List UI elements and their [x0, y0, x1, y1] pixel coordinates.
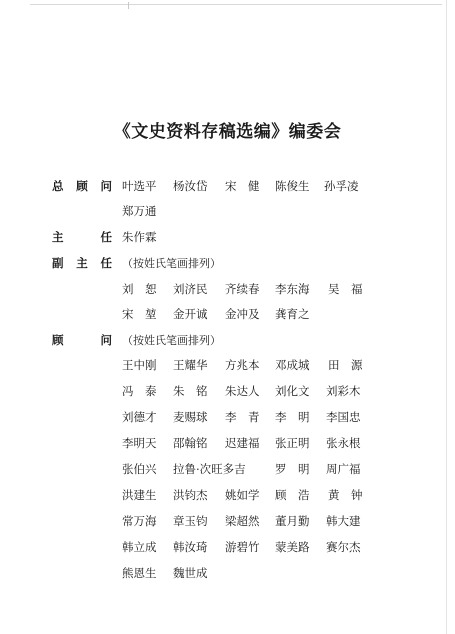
- person-name: 赛尔杰: [326, 540, 361, 554]
- label-char: 顾: [52, 333, 64, 347]
- person-name: 朱 铭: [173, 384, 208, 398]
- person-name: 方兆本: [225, 358, 260, 372]
- person-name: 罗 明: [275, 462, 310, 476]
- person-name: 陈俊生: [275, 179, 310, 193]
- label-advisors: [52, 332, 112, 348]
- person-name: 顾 浩: [275, 488, 310, 502]
- person-name: 宋 堃: [122, 307, 157, 321]
- person-name: 王耀华: [173, 358, 208, 372]
- person-name: 姚如学: [225, 488, 260, 502]
- person-name: 吴 福: [328, 282, 363, 296]
- person-name: 龚育之: [275, 307, 310, 321]
- label-char: 顾: [76, 179, 88, 193]
- person-name: 章玉钧: [173, 514, 208, 528]
- person-name: 叶选平: [122, 179, 157, 193]
- person-name: 黄 钟: [328, 488, 363, 502]
- person-name: 金开诚: [173, 307, 208, 321]
- person-name: 李东海: [275, 282, 310, 296]
- label-vice-chairman: [52, 255, 112, 271]
- person-name: 董月勤: [275, 514, 310, 528]
- scan-edge-top: [30, 4, 442, 5]
- person-name: 韩大建: [326, 514, 361, 528]
- person-name: 刘德才: [122, 410, 157, 424]
- person-name: 李国忠: [326, 410, 361, 424]
- person-name: 常万海: [122, 514, 157, 528]
- person-name: 洪钧杰: [173, 488, 208, 502]
- label-char: 任: [100, 230, 112, 244]
- person-name: 麦赐球: [173, 410, 208, 424]
- person-name: 齐续春: [225, 282, 260, 296]
- person-name: 李明天: [122, 436, 157, 450]
- scan-edge-right: [446, 0, 447, 634]
- person-name: 洪建生: [122, 488, 157, 502]
- person-name: 朱达人: [225, 384, 260, 398]
- person-name: 游碧竹: [225, 540, 260, 554]
- ordering-note: （按姓氏笔画排列）: [122, 257, 221, 270]
- person-name: 张永根: [326, 436, 361, 450]
- label-char: 总: [52, 179, 64, 193]
- person-name: 熊恩生: [122, 566, 157, 580]
- person-name: 韩汝琦: [173, 540, 208, 554]
- label-char: 问: [100, 333, 112, 347]
- person-name: 李 明: [275, 410, 310, 424]
- person-name: 张伯兴: [122, 462, 157, 476]
- person-name: 蒙美路: [275, 540, 310, 554]
- person-name: 梁超然: [225, 514, 260, 528]
- person-name: 刘彩木: [326, 384, 361, 398]
- person-name: 迟建福: [225, 436, 260, 450]
- person-name: 冯 泰: [122, 384, 157, 398]
- person-name: 李 青: [225, 410, 260, 424]
- person-name: 郑万通: [122, 204, 157, 218]
- scan-mark: [128, 2, 129, 9]
- person-name: 张正明: [275, 436, 310, 450]
- ordering-note: （按姓氏笔画排列）: [122, 334, 221, 347]
- person-name: 宋 健: [225, 179, 260, 193]
- person-name: 王中刚: [122, 358, 157, 372]
- label-char: 任: [100, 256, 112, 270]
- label-char: 主: [76, 256, 88, 270]
- person-name: 邓成城: [275, 358, 310, 372]
- person-name: 拉鲁·次旺多吉: [173, 462, 246, 476]
- label-char: 主: [52, 230, 64, 244]
- person-name: 金冲及: [225, 307, 260, 321]
- person-name: 韩立成: [122, 540, 157, 554]
- label-chairman: [52, 229, 112, 245]
- label-char: 副: [52, 256, 64, 270]
- person-name: 田 源: [328, 358, 363, 372]
- person-name: 魏世成: [173, 566, 208, 580]
- person-name: 朱作霖: [122, 230, 157, 244]
- label-general-advisors: [52, 178, 112, 194]
- person-name: 刘 恕: [122, 282, 157, 296]
- person-name: 邵翰铭: [173, 436, 208, 450]
- person-name: 刘化文: [275, 384, 310, 398]
- page-title: 《文史资料存稿选编》编委会: [113, 122, 342, 142]
- person-name: 周广福: [326, 462, 361, 476]
- person-name: 杨汝岱: [173, 179, 208, 193]
- person-name: 孙孚凌: [324, 179, 359, 193]
- label-char: 问: [100, 179, 112, 193]
- person-name: 刘济民: [173, 282, 208, 296]
